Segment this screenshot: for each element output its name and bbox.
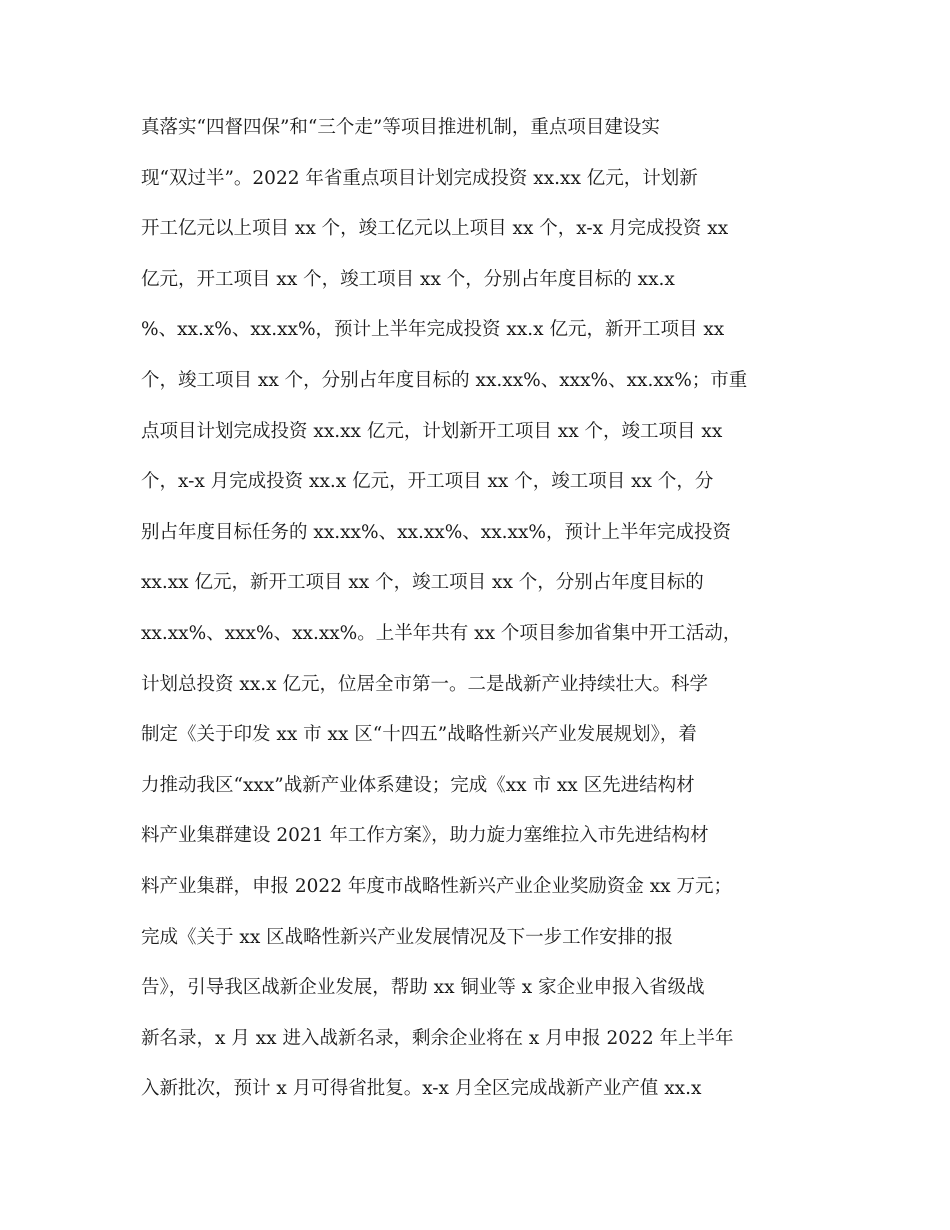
text-line: 新名录，x 月 xx 进入战新名录，剩余企业将在 x 月申报 2022 年上半年 xyxy=(141,1027,734,1049)
text-line: %、xx.x%、xx.xx%，预计上半年完成投资 xx.x 亿元，新开工项目 xx xyxy=(141,319,725,341)
text-line: 计划总投资 xx.x 亿元，位居全市第一。二是战新产业持续壮大。科学 xyxy=(141,673,708,695)
text-line: 料产业集群建设 2021 年工作方案》，助力旋力塞维拉入市先进结构材 xyxy=(141,825,709,847)
text-line: 现“双过半”。2022 年省重点项目计划完成投资 xx.xx 亿元，计划新 xyxy=(141,167,698,189)
text-line: 入新批次，预计 x 月可得省批复。x-x 月全区完成战新产业产值 xx.x xyxy=(141,1078,702,1100)
text-line: 亿元，开工项目 xx 个，竣工项目 xx 个，分别占年度目标的 xx.x xyxy=(141,268,675,290)
text-line: 个，竣工项目 xx 个，分别占年度目标的 xx.xx%、xxx%、xx.xx%；市重 xyxy=(141,369,748,391)
text-line: xx.xx 亿元，新开工项目 xx 个，竣工项目 xx 个，分别占年度目标的 xyxy=(141,572,704,594)
text-line: 个，x-x 月完成投资 xx.x 亿元，开工项目 xx 个，竣工项目 xx 个，分 xyxy=(141,471,714,493)
text-line: 点项目计划完成投资 xx.xx 亿元，计划新开工项目 xx 个，竣工项目 xx xyxy=(141,420,723,442)
text-line: 告》，引导我区战新企业发展，帮助 xx 铜业等 x 家企业申报入省级战 xyxy=(141,977,705,999)
text-line: 料产业集群，申报 2022 年度市战略性新兴产业企业奖励资金 xx 万元； xyxy=(141,875,732,897)
text-line: 别占年度目标任务的 xx.xx%、xx.xx%、xx.xx%，预计上半年完成投资 xyxy=(141,521,731,543)
text-line: 力推动我区“xxx”战新产业体系建设；完成《xx 市 xx 区先进结构材 xyxy=(141,774,695,796)
text-line: 制定《关于印发 xx 市 xx 区“十四五”战略性新兴产业发展规划》，着 xyxy=(141,724,697,746)
text-line: 开工亿元以上项目 xx 个，竣工亿元以上项目 xx 个，x-x 月完成投资 xx xyxy=(141,218,729,240)
text-line: xx.xx%、xxx%、xx.xx%。上半年共有 xx 个项目参加省集中开工活动， xyxy=(141,622,742,644)
text-line: 完成《关于 xx 区战略性新兴产业发展情况及下一步工作安排的报 xyxy=(141,926,674,948)
text-line: 真落实“四督四保”和“三个走”等项目推进机制，重点项目建设实 xyxy=(141,117,660,138)
body-text xyxy=(141,103,821,1115)
